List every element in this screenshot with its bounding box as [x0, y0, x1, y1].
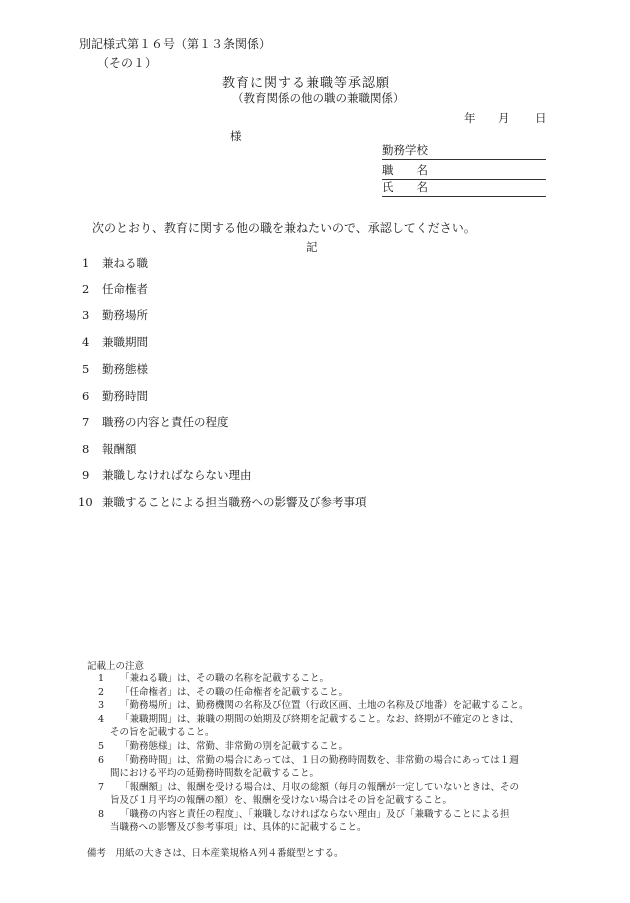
- notes-title: 記載上の注意: [87, 661, 145, 672]
- position-field[interactable]: [382, 164, 546, 180]
- school-field[interactable]: [382, 144, 546, 160]
- date-year-label: 年: [464, 111, 476, 125]
- list-item: 3 勤務場所: [82, 308, 148, 322]
- remark-text: 備考 用紙の大きさは、日本産業規格Ａ列４番縦型とする。: [87, 848, 344, 859]
- form-part: （その１）: [97, 56, 158, 70]
- addressee-suffix: 様: [230, 129, 242, 143]
- list-item: 2 任命権者: [82, 282, 148, 296]
- list-item: 7 職務の内容と責任の程度: [82, 415, 229, 429]
- position-label: 職 名: [382, 163, 428, 177]
- school-label: 勤務学校: [382, 143, 428, 157]
- date-month-label: 月: [498, 111, 510, 125]
- name-field[interactable]: [382, 181, 546, 197]
- intro-text: 次のとおり、教育に関する他の職を兼ねたいので、承認してください。: [92, 221, 476, 235]
- list-item: 6 勤務時間: [82, 389, 148, 403]
- name-label: 氏 名: [382, 180, 428, 194]
- page-subtitle: （教育関係の他の職の兼職関係）: [232, 91, 405, 105]
- ki-label: 記: [306, 240, 318, 254]
- list-item: 1 兼ねる職: [82, 256, 148, 270]
- list-item: 9 兼職しなければならない理由: [82, 468, 252, 482]
- form-number: 別記様式第１６号（第１３条関係）: [79, 37, 272, 51]
- date-day-label: 日: [535, 111, 547, 125]
- list-item: 8 報酬額: [82, 442, 137, 456]
- list-item: 4 兼職期間: [82, 335, 148, 349]
- list-item: 5 勤務態様: [82, 362, 148, 376]
- page-title: 教育に関する兼職等承認願: [222, 76, 391, 91]
- list-item: 10 兼職することによる担当職務への影響及び参考事項: [78, 495, 367, 509]
